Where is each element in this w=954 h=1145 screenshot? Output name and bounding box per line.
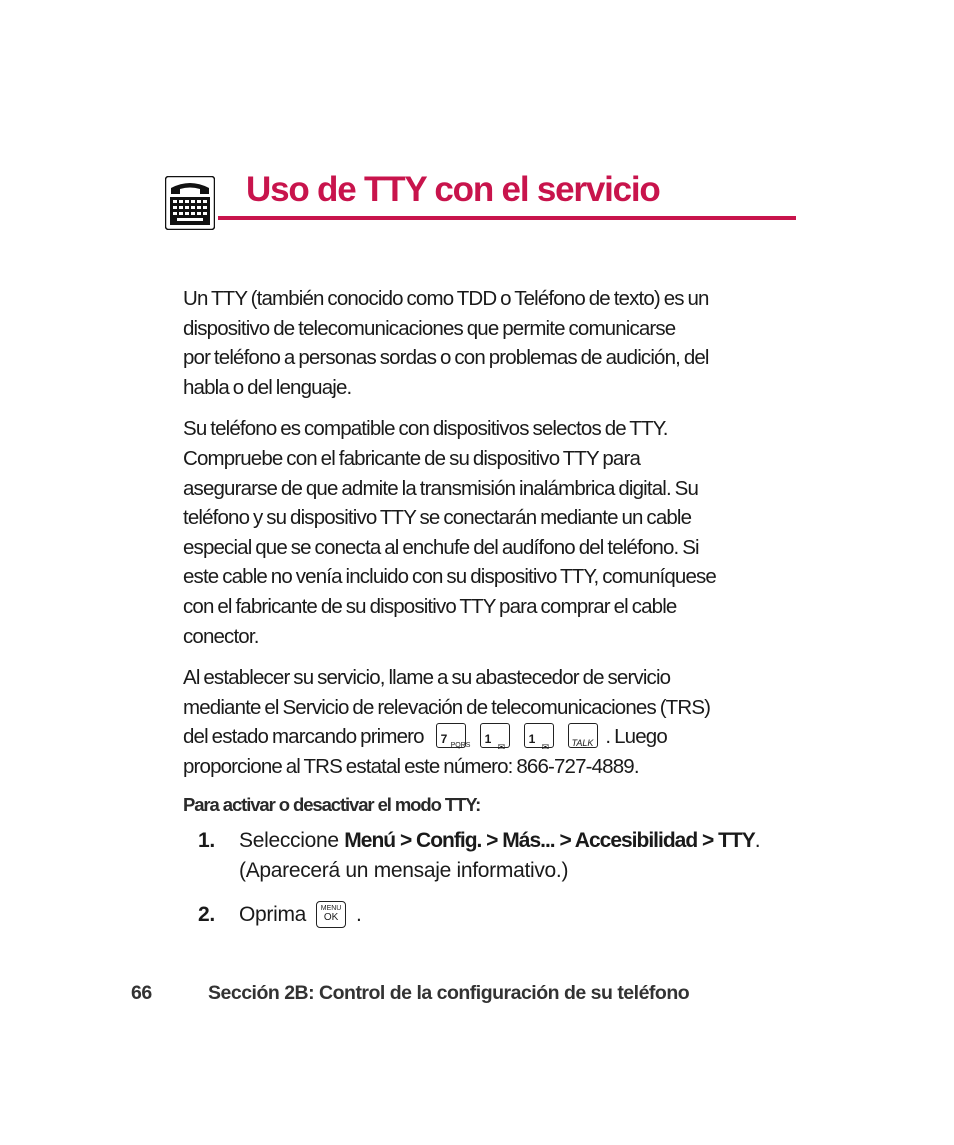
body-content xyxy=(183,284,795,944)
paragraph-compatibility xyxy=(183,414,795,651)
key-sublabel: PQRS xyxy=(450,742,471,750)
section-title: Sección 2B: Control de la configuración de su teléfono xyxy=(208,982,690,1004)
tty-phone-keyboard-icon xyxy=(165,176,215,230)
page-title: Uso de TTY con el servicio xyxy=(246,170,660,209)
text-line: teléfono y su dispositivo TTY se conectarán mediante un cable xyxy=(183,506,692,530)
step-prefix: Seleccione xyxy=(239,828,345,852)
text-line: Un TTY (también conocido como TDD o Teléfono de texto) es un xyxy=(183,287,709,310)
key-label: 7 xyxy=(440,732,448,747)
procedure-subheading: Para activar o desactivar el modo TTY: xyxy=(183,793,481,815)
text-line: Su teléfono es compatible con dispositivos selectos de TTY. xyxy=(183,417,668,441)
key-sublabel: ✉ xyxy=(541,742,550,753)
text-line: dispositivo de telecomunicaciones que permite comunicarse xyxy=(183,316,676,340)
step-suffix: . xyxy=(356,902,362,926)
text-line: por teléfono a personas sordas o con problemas de audición, del xyxy=(183,346,709,370)
talk-key-icon xyxy=(568,723,598,748)
key-label: 1 xyxy=(528,732,536,747)
key-label: 1 xyxy=(484,732,492,747)
step-prefix: Oprima xyxy=(239,902,307,926)
key-1-envelope-icon xyxy=(480,723,510,753)
text-fragment: del estado marcando primero xyxy=(183,725,424,749)
step-2 xyxy=(183,900,795,930)
page-number: 66 xyxy=(131,982,152,1004)
step-number: 2. xyxy=(198,902,215,926)
paragraph-intro xyxy=(183,284,795,402)
paragraph-trs xyxy=(183,663,795,781)
key-7-pqrs-icon xyxy=(436,723,471,750)
key-1-envelope-icon xyxy=(524,723,554,753)
step-text-line: (Aparecerá un mensaje informativo.) xyxy=(239,858,569,882)
key-label: TALK xyxy=(571,738,594,749)
text-line: mediante el Servicio de relevación de telecomunicaciones (TRS) xyxy=(183,695,711,719)
text-line: proporcione al TRS estatal este número: 866-727-4889. xyxy=(183,754,639,778)
menu-ok-key-icon xyxy=(316,901,346,928)
text-line: este cable no venía incluido con su dispositivo TTY, comuníquese xyxy=(183,565,716,589)
text-line: asegurarse de que admite la transmisión inalámbrica digital. Su xyxy=(183,476,699,500)
title-underline xyxy=(218,216,796,220)
text-line: con el fabricante de su dispositivo TTY para comprar el cable xyxy=(183,594,677,618)
menu-path: Menú > Config. > Más... > Accesibilidad > TTY xyxy=(344,828,755,852)
page-header xyxy=(164,170,796,230)
text-line: habla o del lenguaje. xyxy=(183,375,352,399)
key-label-bottom: OK xyxy=(323,911,339,923)
key-label-top: MENU xyxy=(320,904,342,912)
text-line: conector. xyxy=(183,624,259,648)
step-1 xyxy=(183,826,795,886)
text-line: Compruebe con el fabricante de su dispositivo TTY para xyxy=(183,446,640,470)
key-sublabel: ✉ xyxy=(497,742,506,753)
step-text-line xyxy=(239,826,795,856)
text-line-with-keys xyxy=(183,722,795,752)
step-text-line xyxy=(239,900,795,930)
text-line: Al establecer su servicio, llame a su abastecedor de servicio xyxy=(183,666,671,690)
text-fragment: . Luego xyxy=(605,725,667,749)
text-line: especial que se conecta al enchufe del audífono del teléfono. Si xyxy=(183,535,699,559)
step-number: 1. xyxy=(198,828,215,852)
step-suffix: . xyxy=(754,828,761,852)
